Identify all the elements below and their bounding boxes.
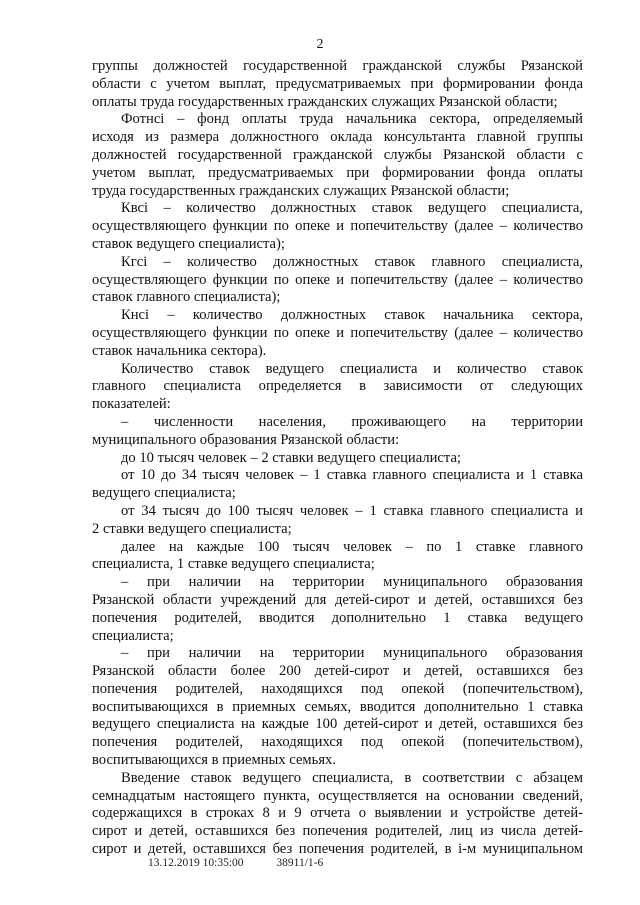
text-line: – численности населения, проживающего на территории <box>121 413 583 430</box>
text-line: осуществляющего функции по опеке и попечительству (далее – количество <box>92 218 583 235</box>
text-line: сирот и детей, оставшихся без попечения родителей, лиц из числа детей- <box>92 823 583 840</box>
text-line: показателей: <box>92 396 171 413</box>
text-line: семнадцатым настоящего пункта, осуществляется на основании сведений, <box>92 787 583 804</box>
footer-timestamp: 13.12.2019 10:35:00 <box>148 857 244 869</box>
text-line: Фотнсі – фонд оплаты труда начальника сектора, определяемый <box>121 111 583 128</box>
text-line: сирот и детей, оставшихся без попечения родителей, в і-м муниципальном <box>92 841 583 858</box>
text-line: ведущего специалиста на каждые 100 детей-сирот и детей, оставшихся без <box>92 716 583 733</box>
text-line: попечения родителей, находящихся под опекой (попечительством), <box>92 734 583 751</box>
text-line: ведущего специалиста; <box>92 485 236 502</box>
text-line: группы должностей государственной гражданской службы Рязанской <box>92 58 583 74</box>
page-number: 2 <box>316 37 324 52</box>
text-line: области с учетом выплат, предусматриваемых при формировании фонда <box>92 75 583 92</box>
text-line: учетом выплат, предусматриваемых при формировании фонда оплаты <box>92 164 583 181</box>
page-footer <box>148 857 323 869</box>
text-line: исходя из размера должностного оклада консультанта главной группы <box>92 129 583 146</box>
text-line: муниципального образования Рязанской области: <box>92 431 400 448</box>
document-body <box>92 58 583 859</box>
text-line: Количество ставок ведущего специалиста и количество ставок <box>121 360 583 377</box>
text-line: до 10 тысяч человек – 2 ставки ведущего специалиста; <box>121 449 461 466</box>
text-line: – при наличии на территории муниципального образования <box>121 645 583 662</box>
text-line: Введение ставок ведущего специалиста, в соответствии с абзацем <box>121 769 583 786</box>
text-line: 2 ставки ведущего специалиста; <box>92 520 292 537</box>
text-line: Рязанской области более 200 детей-сирот и детей, оставшихся без <box>92 663 583 680</box>
text-line: Квсі – количество должностных ставок ведущего специалиста, <box>121 200 583 217</box>
text-line: ставок ведущего специалиста); <box>92 235 285 252</box>
text-line: ставок начальника сектора). <box>92 342 267 359</box>
footer-document-id: 38911/1-6 <box>276 857 324 869</box>
text-line: воспитывающихся в приемных семьях. <box>92 752 336 769</box>
text-line: главного специалиста определяется в зависимости от следующих <box>92 378 583 395</box>
text-line: Кгсі – количество должностных ставок главного специалиста, <box>121 253 583 270</box>
text-line: – при наличии на территории муниципального образования <box>121 574 583 591</box>
text-line: труда государственных гражданских служащих Рязанской области; <box>92 182 510 199</box>
text-line: попечения родителей, вводится дополнительно 1 ставка ведущего <box>92 609 583 626</box>
text-line: должностей государственной гражданской службы Рязанской области с <box>92 146 583 163</box>
text-line: попечения родителей, находящихся под опекой (попечительством), <box>92 680 583 697</box>
text-line: ставок главного специалиста); <box>92 289 281 306</box>
text-line: от 10 до 34 тысяч человек – 1 ставка главного специалиста и 1 ставка <box>121 467 583 484</box>
text-line: Рязанской области учреждений для детей-сирот и детей, оставшихся без <box>92 591 583 608</box>
text-line: специалиста, 1 ставке ведущего специалиста; <box>92 556 375 573</box>
text-line: специалиста; <box>92 627 174 644</box>
text-line: содержащихся в строках 8 и 9 отчета о выявлении и устройстве детей- <box>92 805 583 822</box>
text-line: от 34 тысяч до 100 тысяч человек – 1 ставка главного специалиста и <box>121 502 583 519</box>
text-line: оплаты труда государственных гражданских служащих Рязанской области; <box>92 93 558 110</box>
text-line: далее на каждые 100 тысяч человек – по 1 ставке главного <box>121 538 583 555</box>
text-line: воспитывающихся в приемных семьях, вводится дополнительно 1 ставка <box>92 698 583 715</box>
text-line: Кнсі – количество должностных ставок начальника сектора, <box>121 307 583 324</box>
text-line: осуществляющего функции по опеке и попечительству (далее – количество <box>92 324 583 341</box>
text-line: осуществляющего функции по опеке и попечительству (далее – количество <box>92 271 583 288</box>
